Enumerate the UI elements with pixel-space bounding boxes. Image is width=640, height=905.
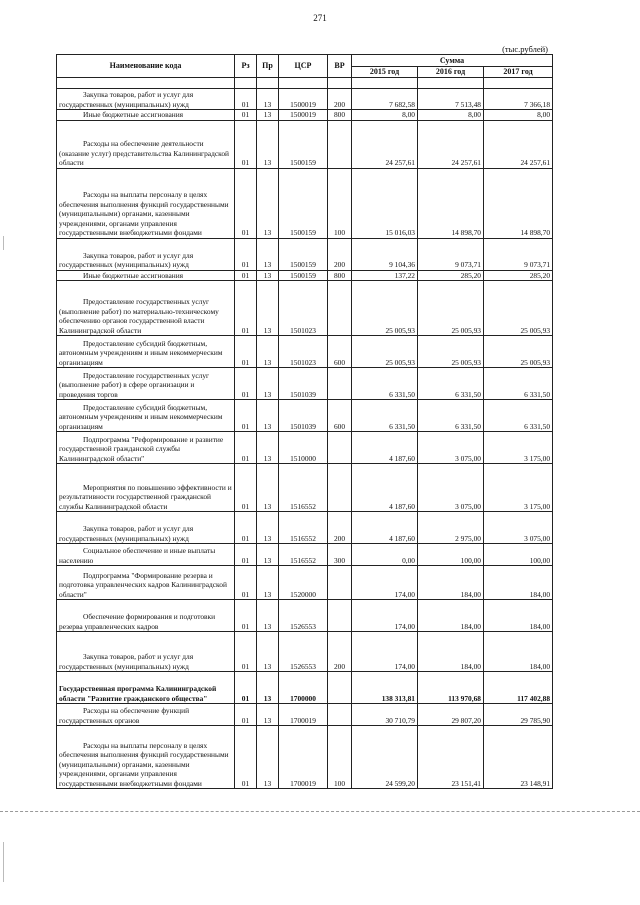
row-name: Подпрограмма "Формирование резерва и подготовка управленческих кадров Калининградской области" bbox=[57, 566, 235, 600]
row-rz: 01 bbox=[235, 89, 257, 110]
row-2015: 24 599,20 bbox=[352, 726, 418, 789]
page-fold-line bbox=[0, 811, 640, 812]
row-vr: 200 bbox=[328, 89, 352, 110]
margin-mark bbox=[3, 842, 4, 882]
row-2017: 117 402,88 bbox=[484, 672, 553, 704]
row-rz: 01 bbox=[235, 368, 257, 400]
table-row bbox=[57, 270, 553, 281]
row-pr: 13 bbox=[257, 704, 279, 726]
row-2015: 25 005,93 bbox=[352, 336, 418, 368]
row-rz: 01 bbox=[235, 726, 257, 789]
row-2015: 4 187,60 bbox=[352, 432, 418, 464]
row-2016: 8,00 bbox=[418, 110, 484, 121]
row-2015: 4 187,60 bbox=[352, 512, 418, 544]
row-2017: 285,20 bbox=[484, 270, 553, 281]
row-vr: 200 bbox=[328, 512, 352, 544]
row-csr: 1500019 bbox=[279, 89, 328, 110]
row-2017: 100,00 bbox=[484, 544, 553, 566]
row-2017: 3 175,00 bbox=[484, 464, 553, 512]
row-rz: 01 bbox=[235, 566, 257, 600]
row-vr: 200 bbox=[328, 238, 352, 270]
table-row bbox=[57, 89, 553, 110]
row-rz: 01 bbox=[235, 238, 257, 270]
row-vr: 200 bbox=[328, 632, 352, 672]
header-2016: 2016 год bbox=[418, 67, 484, 78]
unit-note: (тыс.рублей) bbox=[502, 44, 548, 54]
row-pr: 13 bbox=[257, 238, 279, 270]
row-csr: 1500159 bbox=[279, 120, 328, 168]
row-csr: 1516552 bbox=[279, 544, 328, 566]
row-csr: 1500019 bbox=[279, 110, 328, 121]
table-row bbox=[57, 368, 553, 400]
row-rz: 01 bbox=[235, 464, 257, 512]
row-2015: 138 313,81 bbox=[352, 672, 418, 704]
row-2016: 6 331,50 bbox=[418, 400, 484, 432]
row-vr: 600 bbox=[328, 400, 352, 432]
row-rz: 01 bbox=[235, 632, 257, 672]
table-row bbox=[57, 512, 553, 544]
row-vr bbox=[328, 464, 352, 512]
table-row bbox=[57, 600, 553, 632]
row-2016: 24 257,61 bbox=[418, 120, 484, 168]
row-2016: 3 075,00 bbox=[418, 432, 484, 464]
row-rz: 01 bbox=[235, 336, 257, 368]
table-row bbox=[57, 432, 553, 464]
row-2016: 3 075,00 bbox=[418, 464, 484, 512]
row-csr: 1526553 bbox=[279, 632, 328, 672]
row-pr: 13 bbox=[257, 168, 279, 238]
row-2015: 137,22 bbox=[352, 270, 418, 281]
header-rz: Рз bbox=[235, 55, 257, 78]
table-row bbox=[57, 464, 553, 512]
table-row bbox=[57, 168, 553, 238]
row-csr: 1700019 bbox=[279, 726, 328, 789]
row-vr: 100 bbox=[328, 168, 352, 238]
row-name: Расходы на выплаты персоналу в целях обеспечения выполнения функций государственными (муниципальными) органами, казенными учреждениями, органами управления государственными внебюджетными фондами bbox=[57, 168, 235, 238]
row-vr bbox=[328, 672, 352, 704]
row-name: Закупка товаров, работ и услуг для государственных (муниципальных) нужд bbox=[57, 238, 235, 270]
row-2017: 23 148,91 bbox=[484, 726, 553, 789]
header-2017: 2017 год bbox=[484, 67, 553, 78]
row-2016: 184,00 bbox=[418, 600, 484, 632]
row-pr: 13 bbox=[257, 368, 279, 400]
row-vr bbox=[328, 432, 352, 464]
row-rz: 01 bbox=[235, 120, 257, 168]
header-2015: 2015 год bbox=[352, 67, 418, 78]
row-name: Расходы на выплаты персоналу в целях обеспечения выполнения функций государственными (муниципальными) органами, казенными учреждениями, органами управления государственными внебюджетными фондами bbox=[57, 726, 235, 789]
row-pr: 13 bbox=[257, 281, 279, 336]
row-vr: 800 bbox=[328, 110, 352, 121]
row-2015: 24 257,61 bbox=[352, 120, 418, 168]
row-2016: 100,00 bbox=[418, 544, 484, 566]
row-csr: 1500159 bbox=[279, 168, 328, 238]
header-vr: ВР bbox=[328, 55, 352, 78]
row-pr: 13 bbox=[257, 544, 279, 566]
row-pr: 13 bbox=[257, 270, 279, 281]
row-2016: 285,20 bbox=[418, 270, 484, 281]
row-name: Закупка товаров, работ и услуг для государственных (муниципальных) нужд bbox=[57, 632, 235, 672]
row-vr bbox=[328, 600, 352, 632]
header-name: Наименование кода bbox=[57, 55, 235, 78]
row-2017: 6 331,50 bbox=[484, 400, 553, 432]
row-csr: 1501039 bbox=[279, 400, 328, 432]
row-2017: 25 005,93 bbox=[484, 336, 553, 368]
row-csr: 1500159 bbox=[279, 238, 328, 270]
row-2015: 25 005,93 bbox=[352, 281, 418, 336]
row-2015: 174,00 bbox=[352, 566, 418, 600]
row-rz: 01 bbox=[235, 432, 257, 464]
row-pr: 13 bbox=[257, 89, 279, 110]
row-pr: 13 bbox=[257, 432, 279, 464]
row-csr: 1700019 bbox=[279, 704, 328, 726]
row-name: Расходы на обеспечение функций государственных органов bbox=[57, 704, 235, 726]
row-2016: 113 970,68 bbox=[418, 672, 484, 704]
table-row bbox=[57, 704, 553, 726]
row-pr: 13 bbox=[257, 110, 279, 121]
margin-mark bbox=[3, 236, 4, 250]
row-csr: 1510000 bbox=[279, 432, 328, 464]
row-pr: 13 bbox=[257, 512, 279, 544]
row-pr: 13 bbox=[257, 672, 279, 704]
row-2016: 184,00 bbox=[418, 632, 484, 672]
row-pr: 13 bbox=[257, 632, 279, 672]
row-2017: 25 005,93 bbox=[484, 281, 553, 336]
row-2017: 184,00 bbox=[484, 600, 553, 632]
row-vr bbox=[328, 704, 352, 726]
row-2017: 24 257,61 bbox=[484, 120, 553, 168]
row-2017: 3 175,00 bbox=[484, 432, 553, 464]
table-row bbox=[57, 120, 553, 168]
row-2015: 7 682,58 bbox=[352, 89, 418, 110]
row-2017: 14 898,70 bbox=[484, 168, 553, 238]
row-2017: 8,00 bbox=[484, 110, 553, 121]
row-rz: 01 bbox=[235, 270, 257, 281]
spacer-row bbox=[57, 78, 553, 89]
row-pr: 13 bbox=[257, 566, 279, 600]
row-2016: 23 151,41 bbox=[418, 726, 484, 789]
row-name: Мероприятия по повышению эффективности и результативности государственной гражданской службы Калининградской области bbox=[57, 464, 235, 512]
row-2016: 6 331,50 bbox=[418, 368, 484, 400]
header-csr: ЦСР bbox=[279, 55, 328, 78]
row-2017: 6 331,50 bbox=[484, 368, 553, 400]
row-2015: 6 331,50 bbox=[352, 368, 418, 400]
table-row bbox=[57, 281, 553, 336]
row-pr: 13 bbox=[257, 120, 279, 168]
table-row bbox=[57, 544, 553, 566]
row-pr: 13 bbox=[257, 726, 279, 789]
header-sum: Сумма bbox=[352, 55, 553, 67]
table-row bbox=[57, 566, 553, 600]
row-name: Расходы на обеспечение деятельности (оказание услуг) представительства Калининградской области bbox=[57, 120, 235, 168]
row-csr: 1516552 bbox=[279, 464, 328, 512]
row-2016: 7 513,48 bbox=[418, 89, 484, 110]
row-2015: 15 016,03 bbox=[352, 168, 418, 238]
row-csr: 1500159 bbox=[279, 270, 328, 281]
row-2016: 25 005,93 bbox=[418, 336, 484, 368]
row-rz: 01 bbox=[235, 704, 257, 726]
table-row bbox=[57, 238, 553, 270]
row-2017: 184,00 bbox=[484, 632, 553, 672]
row-2016: 14 898,70 bbox=[418, 168, 484, 238]
row-pr: 13 bbox=[257, 600, 279, 632]
row-2017: 7 366,18 bbox=[484, 89, 553, 110]
page-number: 271 bbox=[313, 13, 327, 23]
row-rz: 01 bbox=[235, 544, 257, 566]
table-row bbox=[57, 672, 553, 704]
row-csr: 1520000 bbox=[279, 566, 328, 600]
row-name: Предоставление государственных услуг (выполнение работ) в сфере организации и проведения торгов bbox=[57, 368, 235, 400]
row-csr: 1526553 bbox=[279, 600, 328, 632]
row-name: Иные бюджетные ассигнования bbox=[57, 270, 235, 281]
row-name: Подпрограмма "Реформирование и развитие государственной гражданской службы Калининградской области" bbox=[57, 432, 235, 464]
table-row bbox=[57, 110, 553, 121]
row-2016: 184,00 bbox=[418, 566, 484, 600]
row-name: Обеспечение формирования и подготовки резерва управленческих кадров bbox=[57, 600, 235, 632]
row-2015: 4 187,60 bbox=[352, 464, 418, 512]
row-2015: 6 331,50 bbox=[352, 400, 418, 432]
row-2015: 0,00 bbox=[352, 544, 418, 566]
row-csr: 1516552 bbox=[279, 512, 328, 544]
row-csr: 1501023 bbox=[279, 336, 328, 368]
row-csr: 1501023 bbox=[279, 281, 328, 336]
row-vr: 600 bbox=[328, 336, 352, 368]
row-2016: 2 975,00 bbox=[418, 512, 484, 544]
row-rz: 01 bbox=[235, 168, 257, 238]
row-pr: 13 bbox=[257, 464, 279, 512]
row-rz: 01 bbox=[235, 110, 257, 121]
row-pr: 13 bbox=[257, 400, 279, 432]
row-rz: 01 bbox=[235, 512, 257, 544]
row-vr bbox=[328, 566, 352, 600]
row-vr: 300 bbox=[328, 544, 352, 566]
row-rz: 01 bbox=[235, 400, 257, 432]
header-pr: Пр bbox=[257, 55, 279, 78]
row-vr bbox=[328, 281, 352, 336]
row-2015: 8,00 bbox=[352, 110, 418, 121]
row-name: Закупка товаров, работ и услуг для государственных (муниципальных) нужд bbox=[57, 512, 235, 544]
row-name: Предоставление субсидий бюджетным, автономным учреждениям и иным некоммерческим организациям bbox=[57, 336, 235, 368]
row-vr: 800 bbox=[328, 270, 352, 281]
row-2016: 9 073,71 bbox=[418, 238, 484, 270]
row-2017: 184,00 bbox=[484, 566, 553, 600]
row-name: Государственная программа Калининградской области "Развитие гражданского общества" bbox=[57, 672, 235, 704]
row-2016: 29 807,20 bbox=[418, 704, 484, 726]
row-2017: 3 075,00 bbox=[484, 512, 553, 544]
row-csr: 1700000 bbox=[279, 672, 328, 704]
row-name: Закупка товаров, работ и услуг для государственных (муниципальных) нужд bbox=[57, 89, 235, 110]
table-row bbox=[57, 400, 553, 432]
row-2015: 30 710,79 bbox=[352, 704, 418, 726]
row-2015: 9 104,36 bbox=[352, 238, 418, 270]
row-name: Предоставление государственных услуг (выполнение работ) по материально-техническому обеспечению органов государственной власти Калининградской области bbox=[57, 281, 235, 336]
table-row bbox=[57, 726, 553, 789]
row-2016: 25 005,93 bbox=[418, 281, 484, 336]
row-2017: 29 785,90 bbox=[484, 704, 553, 726]
budget-table bbox=[56, 54, 553, 789]
table-row bbox=[57, 632, 553, 672]
row-pr: 13 bbox=[257, 336, 279, 368]
row-rz: 01 bbox=[235, 600, 257, 632]
row-name: Социальное обеспечение и иные выплаты населению bbox=[57, 544, 235, 566]
row-vr bbox=[328, 120, 352, 168]
row-name: Предоставление субсидий бюджетным, автономным учреждениям и иным некоммерческим организациям bbox=[57, 400, 235, 432]
row-2015: 174,00 bbox=[352, 600, 418, 632]
row-vr bbox=[328, 368, 352, 400]
row-csr: 1501039 bbox=[279, 368, 328, 400]
table-row bbox=[57, 336, 553, 368]
row-vr: 100 bbox=[328, 726, 352, 789]
row-rz: 01 bbox=[235, 281, 257, 336]
row-2017: 9 073,71 bbox=[484, 238, 553, 270]
row-2015: 174,00 bbox=[352, 632, 418, 672]
row-name: Иные бюджетные ассигнования bbox=[57, 110, 235, 121]
row-rz: 01 bbox=[235, 672, 257, 704]
